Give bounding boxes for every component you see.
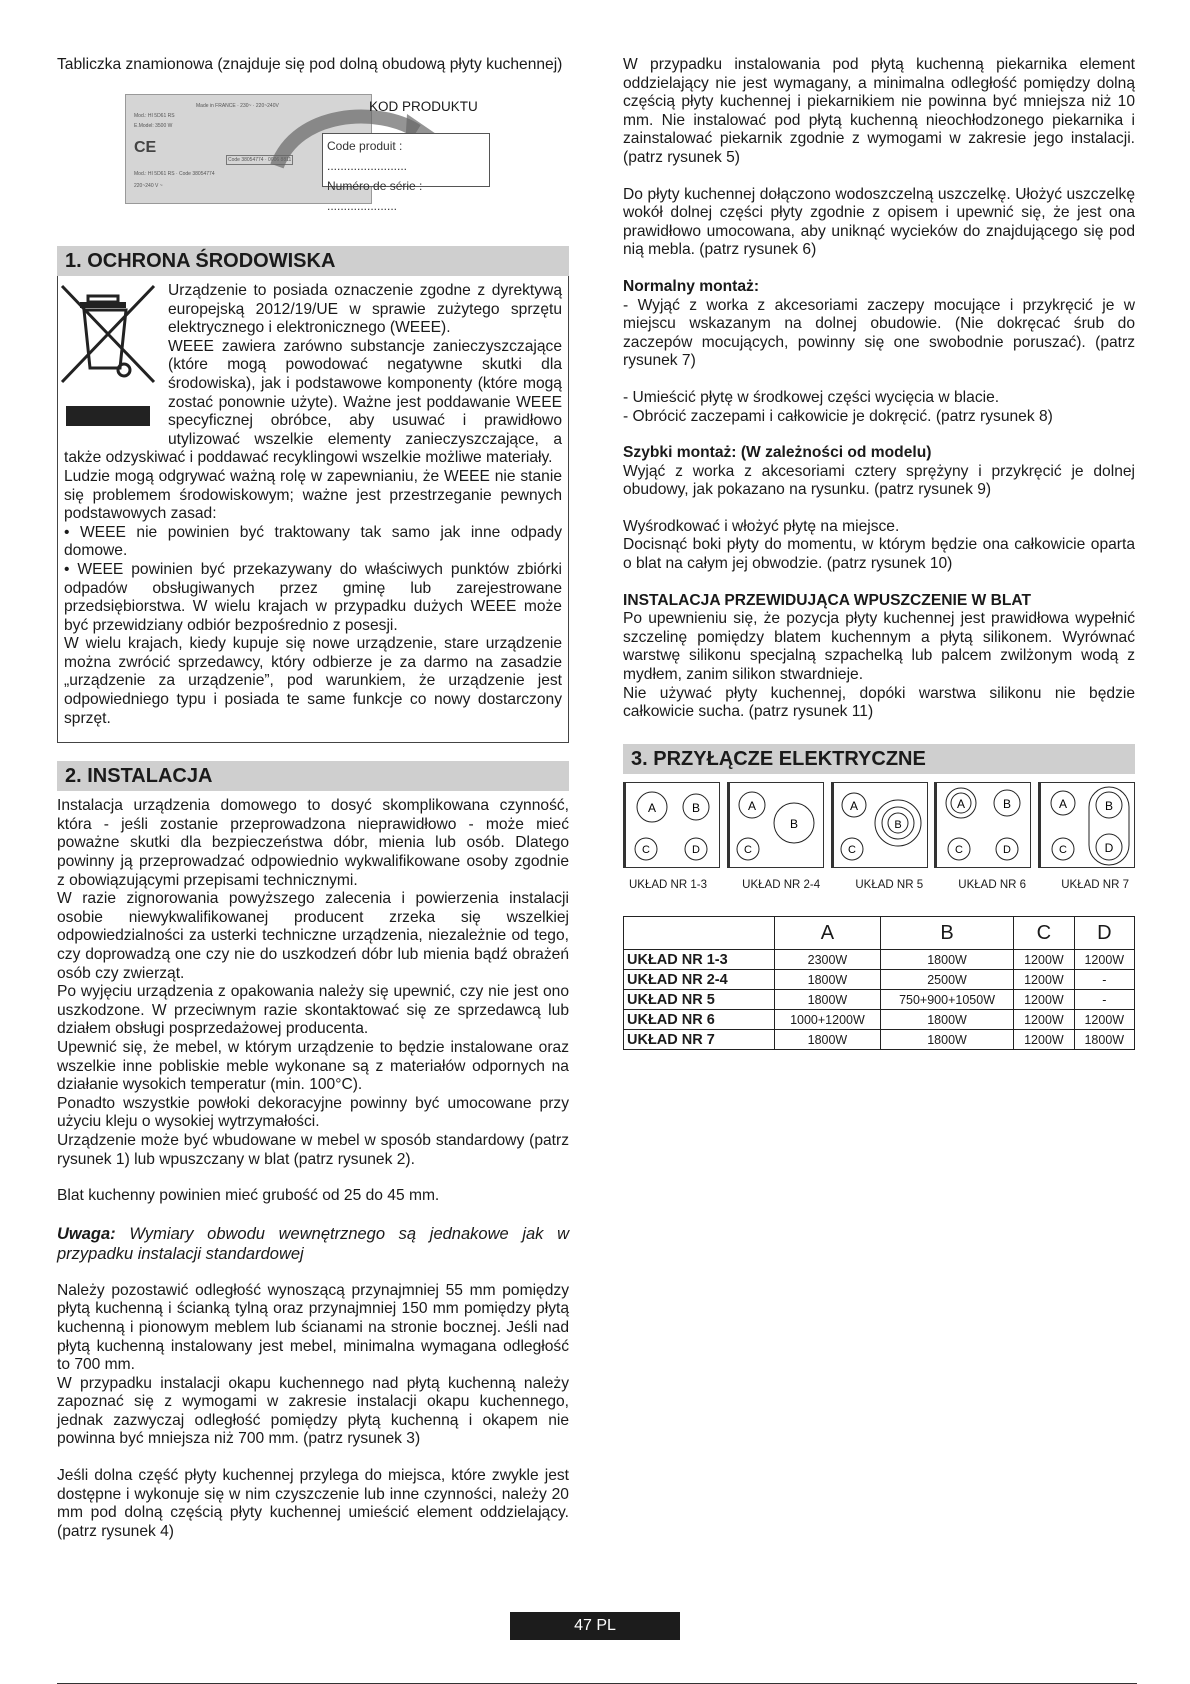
table-cell: 1800W xyxy=(775,970,881,990)
install-paragraph-10: Jeśli dolna część płyty kuchennej przylega do miejsca, które zwykle jest dostępne i wykonuje się w nim czyszczenie lub inne czynności, należy 20 mm pod dolną częścią płyty kuchennej umieścić element oddzielający. (patrz rysunek 4) xyxy=(57,1467,569,1540)
install-paragraph-5: Ponadto wszystkie powłoki dekoracyjne powinny być umocowane przy użyciu kleju o wysokiej wytrzymałości. xyxy=(57,1094,569,1131)
table-row xyxy=(624,1010,1135,1030)
normal-mount-paragraph-3: - Obrócić zaczepami i całkowicie je dokręcić. (patrz rysunek 8) xyxy=(623,407,1053,425)
power-table xyxy=(623,916,1135,1050)
product-code-label: KOD PRODUKTU xyxy=(369,99,478,114)
table-cell: 1800W xyxy=(880,1030,1013,1050)
table-cell: UKŁAD NR 7 xyxy=(624,1030,775,1050)
burner-b-label: B xyxy=(893,818,902,831)
weee-paragraph-1: Urządzenie to posiada oznaczenie zgodne z dyrektywą europejską 2012/19/UE w sprawie zużytego sprzętu elektrycznego i elektronicznego (WEEE). xyxy=(168,282,562,337)
table-cell: - xyxy=(1074,970,1134,990)
install-paragraph-7: Blat kuchenny powinien mieć grubość od 25 do 45 mm. xyxy=(57,1187,440,1205)
flush-mount-paragraph-2: Nie używać płyty kuchennej, dopóki warstwa silikonu nie będzie całkowicie sucha. (patrz rysunek 11) xyxy=(623,684,1135,721)
table-row xyxy=(624,950,1135,970)
section-2-title: 2. INSTALACJA xyxy=(57,761,569,791)
quick-mount-paragraph-2: Wyśrodkować i włożyć płytę na miejsce. xyxy=(623,517,900,535)
table-cell: UKŁAD NR 5 xyxy=(624,990,775,1010)
note-label: Uwaga: xyxy=(57,1224,116,1243)
layout-label: UKŁAD NR 6 xyxy=(958,878,1027,891)
table-cell: UKŁAD NR 6 xyxy=(624,1010,775,1030)
install-paragraph-3: Po wyjęciu urządzenia z opakowania należy się upewnić, czy nie jest ono uszkodzone. W przeciwnym razie skontaktować się ze sprzedawcą lub działem obsługi posprzedażowej producenta. xyxy=(57,983,569,1038)
table-cell: 1200W xyxy=(1014,1010,1074,1030)
weee-bullet-2: • WEEE powinien być przekazywany do właściwych punktów zbiórki odpadów obsługiwanych przez gminę lub zarejestrowane przedsiębiorstwa. W wielu krajach w przypadku dużych WEEE może być przewidziany odbiór bezpośrednio z posesji. xyxy=(64,560,562,634)
table-cell: 1200W xyxy=(1014,950,1074,970)
table-cell: 750+900+1050W xyxy=(880,990,1013,1010)
plate-caption: Tabliczka znamionowa (znajduje się pod dolną obudową płyty kuchennej) xyxy=(57,56,563,73)
section-3-title: 3. PRZYŁĄCZE ELEKTRYCZNE xyxy=(623,744,1135,774)
burner-layouts xyxy=(623,782,1135,868)
burner-c-label: C xyxy=(955,843,964,856)
weee-paragraph-4: W wielu krajach, kiedy kupuje się nowe urządzenie, stare urządzenie można zwrócić sprzedawcy, który odbierze je za darmo na zasadzie „urządzenie za urządzenie”, pod warunkiem, że urządzenie jest odpowiedniego typu i posiada te same funkcje co nowy dostarczony sprzęt. xyxy=(64,635,562,727)
layout-label: UKŁAD NR 2-4 xyxy=(742,878,821,891)
weee-paragraph-3: Ludzie mogą odgrywać ważną rolę w zapewnianiu, że WEEE nie stanie się problemem środowiskowym; ważne jest przestrzeganie pewnych podstawowych zasad: xyxy=(64,467,562,523)
install-paragraph-1: Instalacja urządzenia domowego to dosyć skomplikowana czynność, która - jeśli zostanie przeprowadzona nieprawidłowo - może mieć poważne skutki dla bezpieczeństwa dóbr, mienia lub osób. Dlatego powinny ją przeprowadzać odpowiednio wykwalifikowane osoby zgodnie z obowiązującymi przepisami technicznymi. xyxy=(57,797,569,889)
code-box xyxy=(322,133,490,213)
crossed-bin-icon xyxy=(58,282,158,432)
quick-mount-title: Szybki montaż: (W zależności od modelu) xyxy=(623,444,932,462)
install-paragraph-9: W przypadku instalacji okapu kuchennego nad płytą kuchenną należy zapoznać się z wymogami w zakresie instalacji okapu kuchennego, jednak zazwyczaj odległość pomiędzy płytą kuchenną i okapem nie powinna być mniejsza niż 700 mm. (patrz rysunek 3) xyxy=(57,1374,569,1448)
table-cell: UKŁAD NR 2-4 xyxy=(624,970,775,990)
layout-labels xyxy=(623,876,1135,895)
table-header-cell: A xyxy=(775,917,881,950)
table-cell: - xyxy=(1074,990,1134,1010)
flush-mount-paragraph-1: Po upewnieniu się, że pozycja płyty kuchennej jest prawidłowa wypełnić szczelinę pomiędzy blatem kuchennym a płytą silikonem. Wyrównać warstwę silikonu specjalną szpachelką lub palcem zwilżonym wodą z mydłem, zanim silikon stwardnieje. xyxy=(623,610,1135,684)
layout-label: UKŁAD NR 5 xyxy=(855,878,924,891)
burner-d-label: D xyxy=(692,843,700,856)
burner-c-label: C xyxy=(847,843,856,856)
install-paragraph-8: Należy pozostawić odległość wynoszącą przynajmniej 55 mm pomiędzy płytą kuchenną i ścianką tylną oraz przynajmniej 150 mm pomiędzy płytą kuchenną i pionowym meblem lub ścianami na stronie bocznej. Jeśli nad płytą kuchenną instalowany jest mebel, minimalna wymagana odległość to 700 mm. xyxy=(57,1281,569,1374)
table-cell: 1800W xyxy=(775,1030,881,1050)
left-column xyxy=(57,56,569,1541)
burner-a-label: A xyxy=(647,800,657,815)
table-header-cell: D xyxy=(1074,917,1134,950)
burner-a-label: A xyxy=(1058,796,1068,811)
burner-b-label: B xyxy=(1003,796,1012,811)
rating-plate-figure xyxy=(57,56,569,213)
table-cell: 1200W xyxy=(1014,970,1074,990)
table-cell: 2500W xyxy=(880,970,1013,990)
gasket-paragraph: Do płyty kuchennej dołączono wodoszczelną uszczelkę. Ułożyć uszczelkę wokół dolnej części płyty zgodnie z opisem i upewnić się, że jest ona prawidłowo umocowana, aby uniknąć wycieków do znajdującego się pod nią mebla. (patrz rysunek 6) xyxy=(623,185,1135,259)
note-paragraph xyxy=(57,1224,569,1264)
layout-1-3-diagram xyxy=(623,782,720,868)
layout-6-diagram xyxy=(934,782,1031,868)
note-text: Wymiary obwodu wewnętrznego są jednakowe jak w przypadku instalacji standardowej xyxy=(57,1224,569,1263)
burner-b-label: B xyxy=(789,816,798,831)
page-number: 47 PL xyxy=(510,1612,680,1640)
layout-5-diagram xyxy=(831,782,928,868)
burner-b-label: B xyxy=(1104,798,1114,813)
normal-mount-title: Normalny montaż: xyxy=(623,277,760,295)
table-header-row xyxy=(624,917,1135,950)
burner-c-label: C xyxy=(743,843,752,856)
burner-a-label: A xyxy=(957,796,966,811)
table-cell: 1000+1200W xyxy=(775,1010,881,1030)
table-cell: 1200W xyxy=(1074,950,1134,970)
normal-mount-paragraph-1: - Wyjąć z worka z akcesoriami zaczepy mocujące i przykręcić je w miejscu wskazanym na dolnej obudowie. (Nie dokręcać śrub do zaczepów mocujących, powinny się one swobodnie poruszać). (patrz rysunek 7) xyxy=(623,296,1135,370)
quick-mount-paragraph-3: Docisnąć boki płyty do momentu, w którym będzie ona całkowicie oparta o blat na całym jej obwodzie. (patrz rysunek 10) xyxy=(623,536,1135,573)
burner-a-label: A xyxy=(849,798,858,813)
flush-mount-title: INSTALACJA PRZEWIDUJĄCA WPUSZCZENIE W BLAT xyxy=(623,591,1032,609)
install-paragraph-2: W razie zignorowania powyższego zalecenia i powierzenia instalacji osobie niewykwalifikowanej producent zrzeka się wszelkiej odpowiedzialności za usterki techniczne urządzenia, niezależnie od tego, czy doprowadzą one czy nie do uszkodzeń dóbr lub mienia bądź obrażeń osób czy zwierząt. xyxy=(57,890,569,982)
layout-2-4-diagram xyxy=(727,782,824,868)
right-column xyxy=(623,56,1135,1050)
burner-d-label: D xyxy=(1104,840,1114,855)
layout-label: UKŁAD NR 7 xyxy=(1061,878,1129,891)
table-cell: 1800W xyxy=(1074,1030,1134,1050)
burner-c-label: C xyxy=(642,843,650,856)
table-cell: 1200W xyxy=(1074,1010,1134,1030)
burner-c-label: C xyxy=(1059,843,1067,856)
rating-plate-image: Made in FRANCE · 230~ · 220~240V Mod.: HI 5D61 RS E.Model: 3500 W CE Code 38054774 · 0006 8811 Mod.: HI 5D61 RS · Code 38054774 220~240 V ~ xyxy=(125,94,372,204)
weee-box xyxy=(57,276,569,743)
table-header-cell: C xyxy=(1014,917,1074,950)
weee-bullet-1: • WEEE nie powinien być traktowany tak samo jak inne odpady domowe. xyxy=(64,523,562,560)
table-cell: 1800W xyxy=(880,1010,1013,1030)
table-cell: 1200W xyxy=(1014,1030,1074,1050)
table-cell: 1800W xyxy=(775,990,881,1010)
oven-paragraph: W przypadku instalowania pod płytą kuchenną piekarnika element oddzielający nie jest wymagany, a minimalna odległość pomiędzy dolną częścią płyty kuchennej i piekarnikiem nie powinna być mniejsza niż 10 mm. Nie instalować pod płytą kuchenną nieochłodzonego piekarnika i zainstalować piekarnik zgodnie z wymogami w zakresie jego instalacji. (patrz rysunek 5) xyxy=(623,56,1135,166)
quick-mount-paragraph-1: Wyjąć z worka z akcesoriami cztery sprężyny i przykręcić je dolnej obudowy, jak pokazano na rysunku. (patrz rysunek 9) xyxy=(623,462,1135,499)
table-row xyxy=(624,990,1135,1010)
table-header-cell: B xyxy=(880,917,1013,950)
numero-serie-text: Numéro de série : ..................... xyxy=(327,179,423,213)
table-row xyxy=(624,1030,1135,1050)
table-cell: UKŁAD NR 1-3 xyxy=(624,950,775,970)
layout-label: UKŁAD NR 1-3 xyxy=(629,878,707,891)
table-cell: 1800W xyxy=(880,950,1013,970)
burner-b-label: B xyxy=(691,800,701,815)
section-1-title: 1. OCHRONA ŚRODOWISKA xyxy=(57,246,569,276)
table-header-cell xyxy=(624,917,775,950)
table-row xyxy=(624,970,1135,990)
code-produit-text: Code produit : ........................ xyxy=(327,139,408,173)
install-paragraph-4: Upewnić się, że mebel, w którym urządzenie to będzie instalowane oraz wszelkie inne pobliskie meble wykonane są z materiałów odpornych na działanie wysokich temperatur (min. 100°C). xyxy=(57,1038,569,1094)
layout-7-diagram xyxy=(1038,782,1135,868)
install-paragraph-6: Urządzenie może być wbudowane w mebel w sposób standardowy (patrz rysunek 1) lub wpuszczany w blat (patrz rysunek 2). xyxy=(57,1131,569,1168)
burner-d-label: D xyxy=(1003,843,1012,856)
burner-a-label: A xyxy=(747,798,756,813)
table-cell: 1200W xyxy=(1014,990,1074,1010)
normal-mount-paragraph-2: - Umieścić płytę w środkowej części wycięcia w blacie. xyxy=(623,388,1000,406)
weee-paragraph-2: WEEE zawiera zarówno substancje zanieczyszczające (które mogą powodować negatywne skutki dla środowiska), jak i podstawowe komponenty (które mogą zostać ponownie użyte). Ważne jest poddawanie WEEE specyficznej obróbce, aby usuwać i prawidłowo utylizować wszelkie elementy zanieczyszczające, a także odzyskiwać i poddawać recyklingowi wszelkie możliwe materiały. xyxy=(64,337,562,467)
table-cell: 2300W xyxy=(775,950,881,970)
